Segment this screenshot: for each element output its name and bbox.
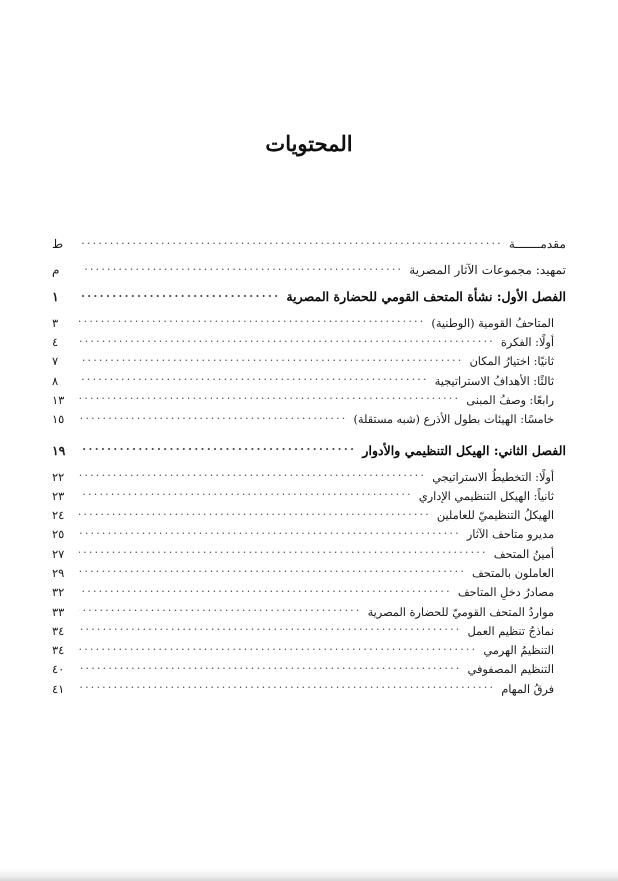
toc-page-number: ٢٧ [52, 547, 65, 561]
toc-page-number: ٤ [52, 336, 59, 350]
toc-leader-dots [79, 316, 425, 327]
toc-leader-dots [79, 624, 462, 635]
toc-entry-row[interactable] [52, 236, 566, 251]
toc-leader-dots [79, 335, 495, 346]
toc-page-number: ٢٥ [52, 528, 65, 542]
toc-page-number: ٣٣ [52, 605, 65, 619]
toc-entry-row[interactable] [52, 469, 566, 483]
toc-page-number: ١٣ [52, 393, 65, 407]
toc-entry-row[interactable] [52, 335, 566, 349]
toc-entry-label: مواردُ المتحف القوميّ للحضارة المصرية [367, 605, 554, 619]
toc-leader-dots [81, 442, 356, 455]
toc-entry-label: أولًا: التخطيطُ الاستراتيجي [432, 470, 554, 484]
toc-entry-row[interactable] [52, 585, 566, 599]
toc-entry-label: مقدمـــــــة [508, 237, 566, 252]
toc-page-number: ٨ [52, 374, 59, 388]
toc-page-number: ١٥ [52, 413, 65, 427]
toc-entry-label: العاملون بالمتحف [472, 566, 554, 580]
toc-entry-label: رابعًا: وصفُ المبنى [466, 393, 554, 407]
toc-leader-dots [79, 681, 495, 692]
toc-leader-dots [79, 585, 452, 596]
toc-entry-label: التنظيم المصفوفي [467, 663, 554, 677]
toc-page-number: ٣٢ [52, 586, 65, 600]
toc-entry-row[interactable] [52, 546, 566, 560]
toc-entry-row[interactable] [52, 412, 566, 426]
toc-page-number: ٤٠ [52, 663, 65, 677]
toc-entry-row[interactable] [52, 508, 566, 522]
toc-page-number: ٢٢ [52, 470, 65, 484]
toc-entry-row[interactable] [52, 354, 566, 368]
toc-leader-dots [79, 469, 426, 480]
toc-leader-dots [81, 288, 280, 301]
toc-leader-dots [79, 566, 466, 577]
toc-leader-dots [79, 546, 488, 557]
toc-entry-label: ثانياً: الهيكل التنظيمي الإداري [418, 489, 554, 503]
toc-entry-row[interactable] [52, 316, 566, 330]
toc-entry-label: تمهيد: مجموعات الآثار المصرية [409, 263, 566, 278]
toc-chapter-row[interactable] [52, 288, 566, 304]
toc-entry-row[interactable] [52, 662, 566, 676]
toc-page-number: ٣٤ [52, 624, 65, 638]
toc-entry-row[interactable] [52, 604, 566, 618]
toc-entry-label: خامسًا: الهيئات بطول الأذرع (شبه مستقلة) [353, 413, 554, 427]
toc-entry-label: الفصل الأول: نشأة المتحف القومي للحضارة المصرية [286, 289, 566, 305]
toc-page-number: ط [52, 237, 64, 252]
toc-page-number: ٧ [52, 355, 59, 369]
toc-entry-label: أمينُ المتحف [493, 547, 554, 561]
toc-leader-dots [79, 373, 429, 384]
toc-leader-dots [79, 489, 413, 500]
page-bottom-shadow [0, 867, 618, 881]
page-title: المحتويات [265, 131, 353, 156]
toc-entry-label: أولًا: الفكرة [500, 336, 554, 350]
toc-page-number: ٢٩ [52, 566, 65, 580]
toc-entry-row[interactable] [52, 643, 566, 657]
toc-entry-row[interactable] [52, 527, 566, 541]
toc-entry-label: التنظيمُ الهرمي [483, 644, 554, 658]
toc-leader-dots [81, 262, 403, 274]
toc-leader-dots [79, 354, 464, 365]
table-of-contents [52, 236, 566, 696]
toc-leader-dots [79, 412, 348, 423]
toc-chapter-row[interactable] [52, 442, 566, 458]
toc-leader-dots [79, 508, 431, 519]
toc-page-number: ١ [52, 289, 59, 305]
toc-entry-label: الفصل الثاني: الهيكل التنظيمي والأدوار [362, 442, 566, 458]
toc-entry-row[interactable] [52, 393, 566, 407]
toc-page-number: ٣ [52, 316, 59, 330]
toc-leader-dots [79, 643, 477, 654]
toc-entry-label: فرقُ المهام [501, 682, 554, 696]
toc-entry-label: نماذجُ تنظيم العمل [467, 624, 554, 638]
toc-leader-dots [79, 393, 460, 404]
toc-entry-label: ثالثًا: الأهدافُ الاستراتيجية [434, 374, 554, 388]
toc-entry-row[interactable] [52, 624, 566, 638]
toc-entry-row[interactable] [52, 489, 566, 503]
toc-page-number: ١٩ [52, 442, 66, 458]
toc-leader-dots [79, 662, 462, 673]
toc-entry-row[interactable] [52, 262, 566, 277]
toc-entry-label: مديرو متاحف الآثار [466, 528, 554, 542]
toc-page-number: ٢٣ [52, 489, 65, 503]
toc-entry-label: مصادرُ دخلِ المتاحف [457, 586, 554, 600]
toc-entry-label: المتاحفُ القومية (الوطنية) [431, 316, 554, 330]
toc-entry-row[interactable] [52, 373, 566, 387]
toc-leader-dots [79, 527, 461, 538]
toc-leader-dots [81, 236, 503, 248]
toc-entry-row[interactable] [52, 566, 566, 580]
toc-page-number: ٣٤ [52, 644, 65, 658]
toc-entry-label: الهيكلُ التنظيميّ للعاملين [436, 509, 554, 523]
toc-page-number: م [52, 263, 60, 278]
toc-page-number: ٢٤ [52, 509, 65, 523]
toc-page-number: ٤١ [52, 682, 65, 696]
toc-entry-label: ثانيًا: اختيارُ المكان [469, 355, 554, 369]
toc-entry-row[interactable] [52, 681, 566, 695]
toc-leader-dots [79, 604, 362, 615]
